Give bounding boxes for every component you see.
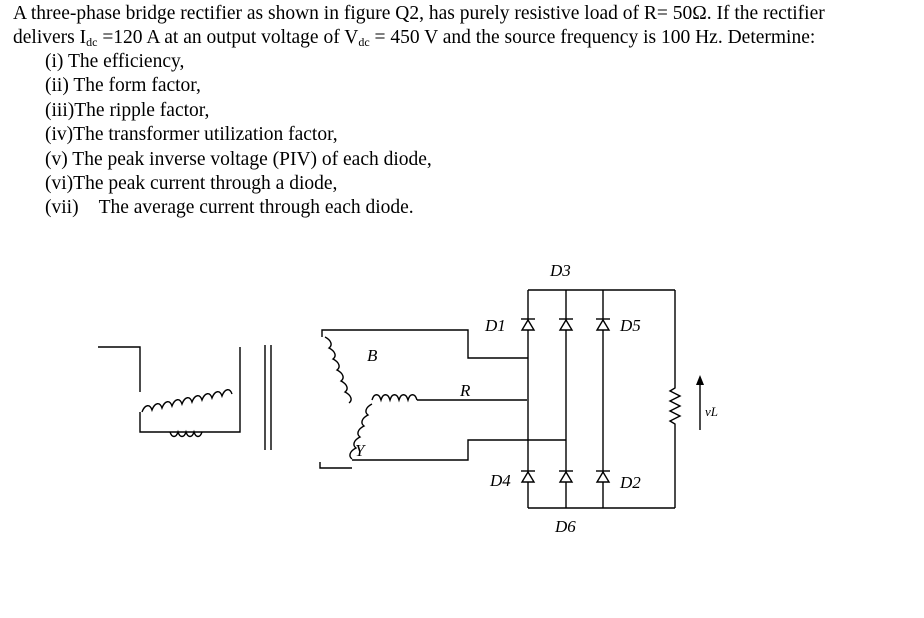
line2-pre: delivers I xyxy=(13,27,87,48)
item-text: The ripple factor, xyxy=(74,99,210,121)
load-resistor xyxy=(670,350,680,440)
label-r: R xyxy=(460,381,471,400)
vl-arrowhead xyxy=(696,375,704,385)
label-d6: D6 xyxy=(555,517,576,536)
diode-d4 xyxy=(521,471,535,482)
item-text: The form factor, xyxy=(73,75,201,97)
line2-post: = 450 V and the source frequency is 100 Hz. Determine: xyxy=(369,27,816,48)
item-text: The average current through each diode. xyxy=(98,197,414,219)
item-text: The transformer utilization factor, xyxy=(73,124,338,146)
item-number: (i) xyxy=(45,51,64,72)
item-text: The efficiency, xyxy=(67,51,185,72)
label-d1: D1 xyxy=(485,316,506,335)
label-d3: D3 xyxy=(550,261,571,280)
label-y: Y xyxy=(355,441,365,460)
item-number: (iii) xyxy=(45,99,75,121)
diode-d5 xyxy=(596,319,610,330)
label-vl: vL xyxy=(705,404,718,419)
line2-mid: =120 A at an output voltage of V xyxy=(97,27,359,48)
item-text: The peak inverse voltage (PIV) of each diode, xyxy=(72,148,432,170)
label-d4: D4 xyxy=(490,471,511,490)
diode-d2 xyxy=(596,471,610,482)
label-d5: D5 xyxy=(620,316,641,335)
item-number: (iv) xyxy=(45,124,74,146)
primary-delta-winding xyxy=(98,347,240,437)
label-d2: D2 xyxy=(620,473,641,492)
diode-d1 xyxy=(521,319,535,330)
item-number: (v) xyxy=(45,148,68,170)
diode-d3 xyxy=(559,319,573,330)
item-number: (vii) xyxy=(45,197,79,219)
idc-subscript: dc xyxy=(86,35,98,49)
diode-d6 xyxy=(559,471,573,482)
item-number: (ii) xyxy=(45,75,69,97)
item-number: (vi) xyxy=(45,173,74,195)
label-b: B xyxy=(367,346,378,365)
vdc-subscript: dc xyxy=(358,35,370,49)
problem-line-1: A three-phase bridge rectifier as shown in figure Q2, has purely resistive load of R= 50Ω. If the rectifier xyxy=(13,3,825,24)
item-text: The peak current through a diode, xyxy=(73,173,338,195)
